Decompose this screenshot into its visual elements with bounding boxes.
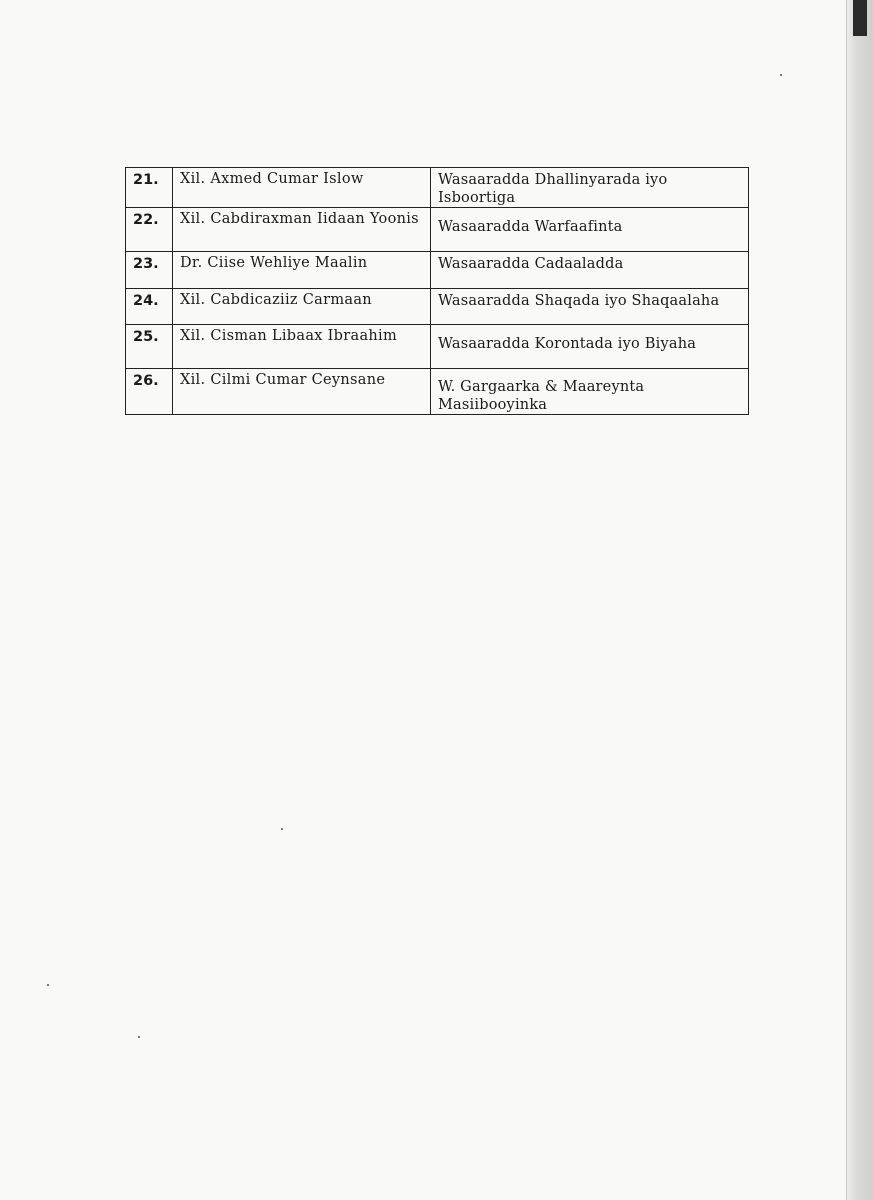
row-number: 25. — [133, 329, 159, 345]
ministry-name: Wasaaradda Cadaaladda — [438, 256, 624, 272]
scan-corner-mark — [853, 0, 867, 36]
table-row — [126, 369, 749, 415]
row-number: 23. — [133, 256, 159, 272]
row-number: 21. — [133, 172, 159, 188]
scan-speck — [281, 828, 283, 830]
ministry-cell — [431, 369, 749, 415]
scan-speck — [47, 984, 49, 986]
minister-name-cell — [173, 325, 431, 369]
row-number: 26. — [133, 373, 159, 389]
minister-name-cell — [173, 252, 431, 289]
ministry-cell — [431, 168, 749, 208]
ministry-cell — [431, 208, 749, 252]
minister-name: Xil. Cabdicaziiz Carmaan — [180, 292, 372, 308]
table-row — [126, 168, 749, 208]
ministry-name: Wasaaradda Dhallinyarada iyo Isboortiga — [438, 172, 668, 206]
table-row — [126, 289, 749, 325]
ministry-cell — [431, 289, 749, 325]
table-row — [126, 325, 749, 369]
minister-name: Xil. Axmed Cumar Islow — [180, 171, 364, 187]
ministry-cell — [431, 252, 749, 289]
table-row — [126, 208, 749, 252]
minister-name: Xil. Cilmi Cumar Ceynsane — [180, 372, 386, 388]
minister-name: Xil. Cisman Libaax Ibraahim — [180, 328, 398, 344]
ministry-name: Wasaaradda Shaqada iyo Shaqaalaha — [438, 293, 720, 309]
ministry-name: Wasaaradda Korontada iyo Biyaha — [438, 336, 697, 352]
scan-page-edge — [847, 0, 873, 1200]
row-number-cell — [126, 168, 173, 208]
minister-name: Dr. Ciise Wehliye Maalin — [180, 255, 368, 271]
minister-name-cell — [173, 168, 431, 208]
row-number: 22. — [133, 212, 159, 228]
row-number-cell — [126, 252, 173, 289]
scan-speck — [138, 1036, 140, 1038]
ministry-name: W. Gargaarka & Maareynta Masiibooyinka — [438, 379, 645, 413]
ministry-cell — [431, 325, 749, 369]
row-number: 24. — [133, 293, 159, 309]
ministers-table — [125, 167, 749, 415]
row-number-cell — [126, 208, 173, 252]
row-number-cell — [126, 289, 173, 325]
scan-speck — [780, 74, 782, 76]
table-row — [126, 252, 749, 289]
minister-name: Xil. Cabdiraxman Iidaan Yoonis — [180, 211, 419, 227]
ministry-name: Wasaaradda Warfaafinta — [438, 219, 623, 235]
row-number-cell — [126, 369, 173, 415]
minister-name-cell — [173, 289, 431, 325]
minister-name-cell — [173, 208, 431, 252]
minister-name-cell — [173, 369, 431, 415]
row-number-cell — [126, 325, 173, 369]
